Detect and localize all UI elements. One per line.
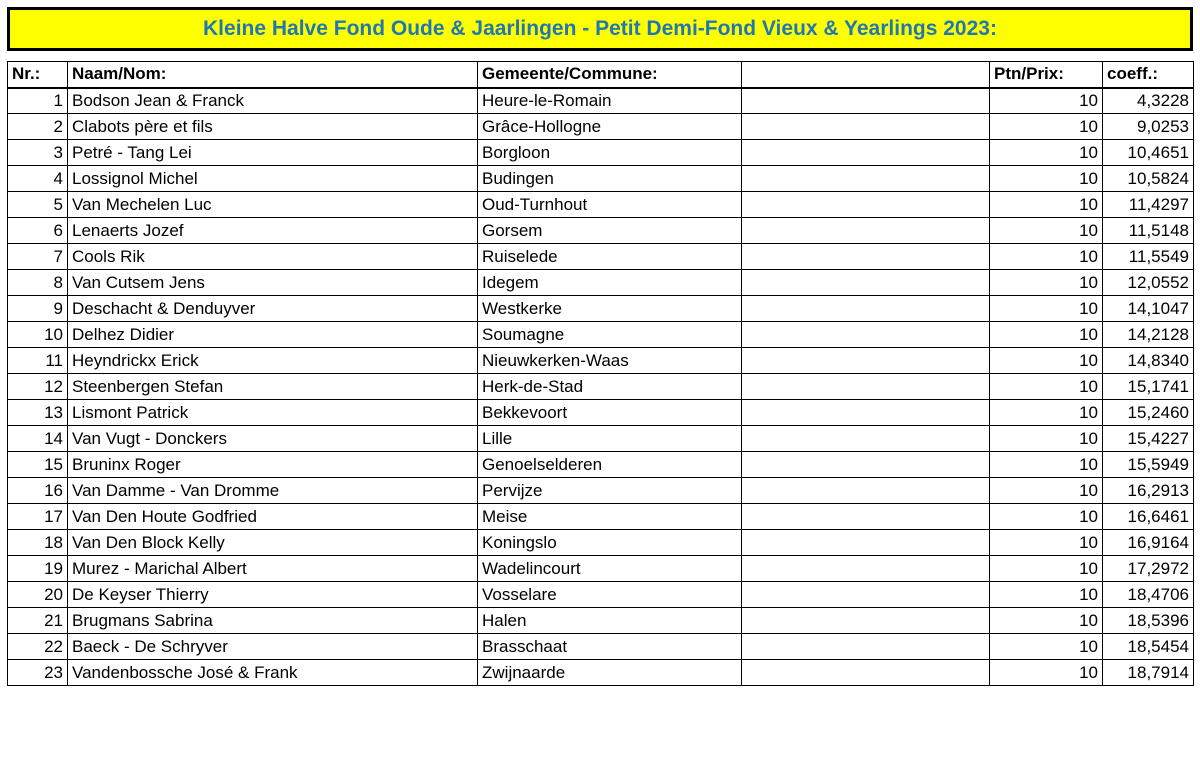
cell-name: Cools Rik	[68, 244, 478, 270]
cell-points: 10	[990, 660, 1103, 686]
cell-blank	[742, 478, 990, 504]
cell-nr: 3	[8, 140, 68, 166]
cell-name: Deschacht & Denduyver	[68, 296, 478, 322]
results-table	[7, 61, 1194, 686]
cell-coeff: 11,4297	[1103, 192, 1194, 218]
cell-blank	[742, 348, 990, 374]
cell-name: Petré - Tang Lei	[68, 140, 478, 166]
cell-coeff: 15,2460	[1103, 400, 1194, 426]
cell-coeff: 10,4651	[1103, 140, 1194, 166]
sheet-title: Kleine Halve Fond Oude & Jaarlingen - Petit Demi-Fond Vieux & Yearlings 2023:	[7, 7, 1193, 51]
table-row	[8, 660, 1194, 686]
cell-blank	[742, 88, 990, 114]
cell-blank	[742, 114, 990, 140]
cell-town: Lille	[478, 426, 742, 452]
cell-name: Bruninx Roger	[68, 452, 478, 478]
cell-points: 10	[990, 270, 1103, 296]
cell-nr: 12	[8, 374, 68, 400]
cell-coeff: 11,5549	[1103, 244, 1194, 270]
cell-town: Genoelselderen	[478, 452, 742, 478]
cell-name: Lismont Patrick	[68, 400, 478, 426]
cell-town: Gorsem	[478, 218, 742, 244]
cell-blank	[742, 192, 990, 218]
cell-town: Bekkevoort	[478, 400, 742, 426]
cell-name: Lossignol Michel	[68, 166, 478, 192]
cell-coeff: 14,1047	[1103, 296, 1194, 322]
cell-town: Koningslo	[478, 530, 742, 556]
table-row	[8, 556, 1194, 582]
cell-coeff: 17,2972	[1103, 556, 1194, 582]
cell-town: Herk-de-Stad	[478, 374, 742, 400]
cell-name: Murez - Marichal Albert	[68, 556, 478, 582]
table-row	[8, 244, 1194, 270]
cell-coeff: 18,5454	[1103, 634, 1194, 660]
cell-points: 10	[990, 192, 1103, 218]
cell-coeff: 14,8340	[1103, 348, 1194, 374]
cell-blank	[742, 660, 990, 686]
cell-town: Westkerke	[478, 296, 742, 322]
cell-name: Delhez Didier	[68, 322, 478, 348]
cell-coeff: 18,7914	[1103, 660, 1194, 686]
table-row	[8, 218, 1194, 244]
cell-town: Brasschaat	[478, 634, 742, 660]
cell-blank	[742, 270, 990, 296]
table-row	[8, 166, 1194, 192]
cell-name: De Keyser Thierry	[68, 582, 478, 608]
cell-nr: 15	[8, 452, 68, 478]
cell-coeff: 18,4706	[1103, 582, 1194, 608]
table-row	[8, 530, 1194, 556]
table-row	[8, 400, 1194, 426]
header-town: Gemeente/Commune:	[478, 62, 742, 88]
cell-points: 10	[990, 556, 1103, 582]
cell-coeff: 11,5148	[1103, 218, 1194, 244]
cell-town: Heure-le-Romain	[478, 88, 742, 114]
cell-name: Van Mechelen Luc	[68, 192, 478, 218]
cell-nr: 13	[8, 400, 68, 426]
cell-nr: 1	[8, 88, 68, 114]
cell-coeff: 10,5824	[1103, 166, 1194, 192]
cell-blank	[742, 634, 990, 660]
header-name: Naam/Nom:	[68, 62, 478, 88]
table-row	[8, 296, 1194, 322]
cell-points: 10	[990, 322, 1103, 348]
cell-town: Idegem	[478, 270, 742, 296]
cell-nr: 10	[8, 322, 68, 348]
cell-points: 10	[990, 296, 1103, 322]
cell-nr: 21	[8, 608, 68, 634]
cell-blank	[742, 400, 990, 426]
table-row	[8, 192, 1194, 218]
cell-town: Halen	[478, 608, 742, 634]
table-row	[8, 374, 1194, 400]
cell-points: 10	[990, 530, 1103, 556]
table-row	[8, 140, 1194, 166]
cell-name: Van Den Houte Godfried	[68, 504, 478, 530]
table-row	[8, 608, 1194, 634]
cell-name: Van Den Block Kelly	[68, 530, 478, 556]
cell-blank	[742, 140, 990, 166]
table-row	[8, 582, 1194, 608]
cell-coeff: 16,2913	[1103, 478, 1194, 504]
cell-name: Clabots père et fils	[68, 114, 478, 140]
cell-coeff: 4,3228	[1103, 88, 1194, 114]
cell-points: 10	[990, 374, 1103, 400]
cell-blank	[742, 374, 990, 400]
table-row	[8, 426, 1194, 452]
table-row	[8, 114, 1194, 140]
cell-town: Budingen	[478, 166, 742, 192]
cell-coeff: 16,6461	[1103, 504, 1194, 530]
cell-points: 10	[990, 478, 1103, 504]
table-body	[8, 88, 1194, 686]
cell-points: 10	[990, 608, 1103, 634]
cell-town: Ruiselede	[478, 244, 742, 270]
cell-name: Bodson Jean & Franck	[68, 88, 478, 114]
cell-blank	[742, 556, 990, 582]
cell-blank	[742, 452, 990, 478]
cell-nr: 5	[8, 192, 68, 218]
header-coeff: coeff.:	[1103, 62, 1194, 88]
cell-nr: 22	[8, 634, 68, 660]
cell-blank	[742, 530, 990, 556]
cell-points: 10	[990, 582, 1103, 608]
cell-town: Grâce-Hollogne	[478, 114, 742, 140]
cell-name: Steenbergen Stefan	[68, 374, 478, 400]
cell-town: Soumagne	[478, 322, 742, 348]
cell-town: Oud-Turnhout	[478, 192, 742, 218]
cell-points: 10	[990, 452, 1103, 478]
cell-town: Pervijze	[478, 478, 742, 504]
cell-coeff: 9,0253	[1103, 114, 1194, 140]
cell-nr: 20	[8, 582, 68, 608]
cell-nr: 9	[8, 296, 68, 322]
cell-blank	[742, 504, 990, 530]
cell-points: 10	[990, 218, 1103, 244]
cell-name: Van Damme - Van Dromme	[68, 478, 478, 504]
cell-nr: 18	[8, 530, 68, 556]
cell-points: 10	[990, 114, 1103, 140]
cell-name: Van Cutsem Jens	[68, 270, 478, 296]
cell-town: Wadelincourt	[478, 556, 742, 582]
cell-blank	[742, 322, 990, 348]
cell-blank	[742, 166, 990, 192]
cell-blank	[742, 296, 990, 322]
cell-nr: 6	[8, 218, 68, 244]
table-row	[8, 348, 1194, 374]
cell-name: Van Vugt - Donckers	[68, 426, 478, 452]
cell-name: Lenaerts Jozef	[68, 218, 478, 244]
cell-points: 10	[990, 634, 1103, 660]
table-row	[8, 322, 1194, 348]
cell-name: Vandenbossche José & Frank	[68, 660, 478, 686]
cell-blank	[742, 608, 990, 634]
table-row	[8, 270, 1194, 296]
cell-points: 10	[990, 348, 1103, 374]
cell-town: Zwijnaarde	[478, 660, 742, 686]
header-blank	[742, 62, 990, 88]
cell-coeff: 12,0552	[1103, 270, 1194, 296]
cell-town: Nieuwkerken-Waas	[478, 348, 742, 374]
cell-nr: 11	[8, 348, 68, 374]
cell-nr: 19	[8, 556, 68, 582]
cell-town: Borgloon	[478, 140, 742, 166]
cell-name: Baeck - De Schryver	[68, 634, 478, 660]
cell-nr: 16	[8, 478, 68, 504]
cell-coeff: 14,2128	[1103, 322, 1194, 348]
table-row	[8, 634, 1194, 660]
cell-nr: 17	[8, 504, 68, 530]
cell-points: 10	[990, 244, 1103, 270]
cell-town: Vosselare	[478, 582, 742, 608]
cell-coeff: 15,5949	[1103, 452, 1194, 478]
cell-points: 10	[990, 166, 1103, 192]
cell-coeff: 18,5396	[1103, 608, 1194, 634]
results-sheet	[7, 7, 1193, 686]
cell-nr: 2	[8, 114, 68, 140]
cell-nr: 14	[8, 426, 68, 452]
table-row	[8, 504, 1194, 530]
cell-coeff: 15,1741	[1103, 374, 1194, 400]
header-points: Ptn/Prix:	[990, 62, 1103, 88]
table-row	[8, 88, 1194, 114]
cell-name: Heyndrickx Erick	[68, 348, 478, 374]
cell-coeff: 16,9164	[1103, 530, 1194, 556]
cell-points: 10	[990, 400, 1103, 426]
cell-town: Meise	[478, 504, 742, 530]
cell-nr: 8	[8, 270, 68, 296]
cell-nr: 7	[8, 244, 68, 270]
cell-points: 10	[990, 88, 1103, 114]
header-nr: Nr.:	[8, 62, 68, 88]
cell-coeff: 15,4227	[1103, 426, 1194, 452]
cell-blank	[742, 426, 990, 452]
cell-nr: 23	[8, 660, 68, 686]
table-row	[8, 452, 1194, 478]
cell-points: 10	[990, 140, 1103, 166]
cell-points: 10	[990, 426, 1103, 452]
cell-blank	[742, 218, 990, 244]
table-row	[8, 478, 1194, 504]
cell-blank	[742, 582, 990, 608]
table-header-row	[8, 62, 1194, 88]
cell-blank	[742, 244, 990, 270]
cell-name: Brugmans Sabrina	[68, 608, 478, 634]
cell-points: 10	[990, 504, 1103, 530]
cell-nr: 4	[8, 166, 68, 192]
